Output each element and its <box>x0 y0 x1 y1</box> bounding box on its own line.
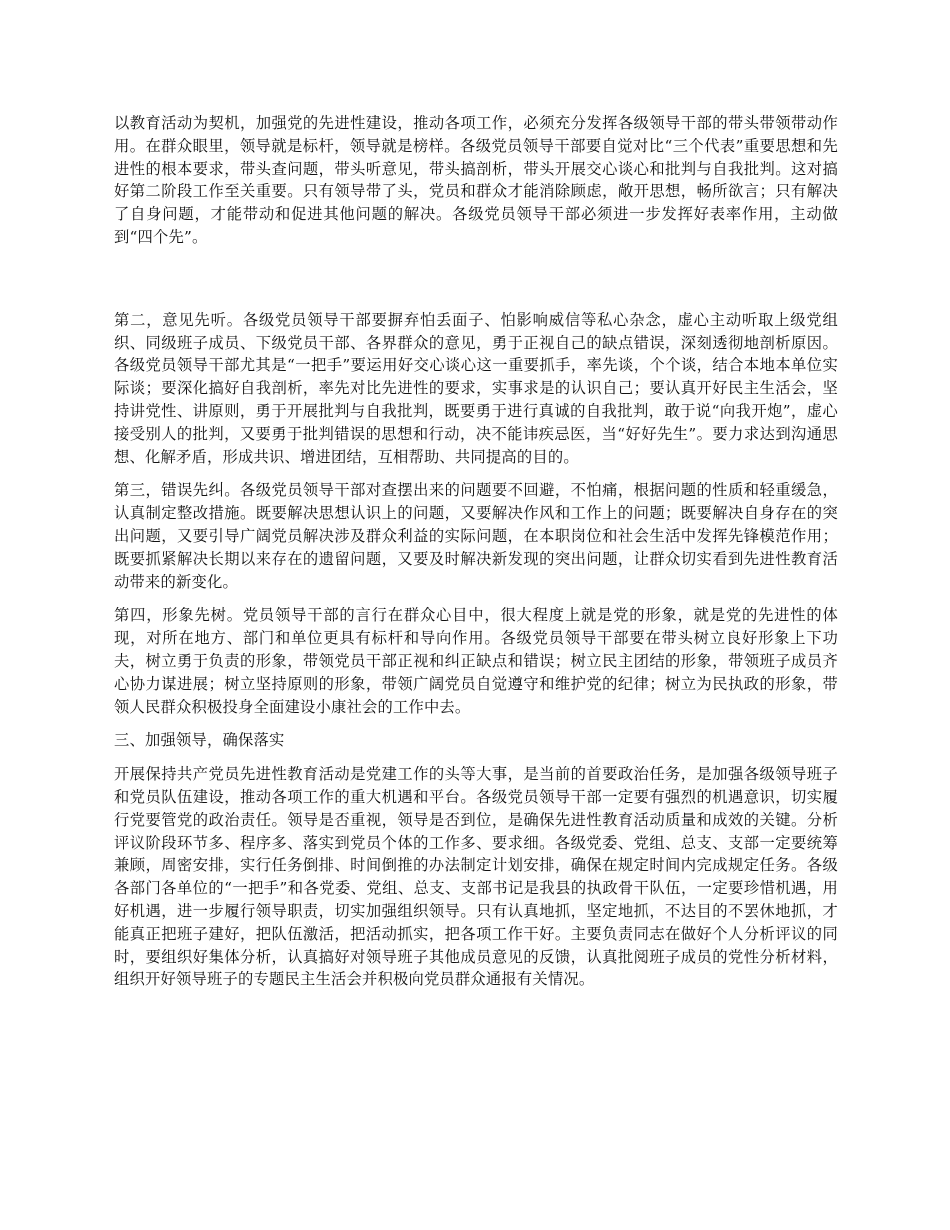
section-heading: 三、加强领导，确保落实 <box>114 731 285 750</box>
paragraph-second-listen: 第二，意见先听。各级党员领导干部要摒弃怕丢面子、怕影响威信等私心杂念，虚心主动听取上级党组织、同级班子成员、下级党员干部、各界群众的意见，勇于正视自己的缺点错误，深刻透彻地剖析原因。各级党员领导干部尤其是“一把手”要运用好交心谈心这一重要抓手，率先谈，个个谈，结合本地本单位实际谈；要深化搞好自我剖析，率先对比先进性的要求，实事求是的认识自己；要认真开好民主生活会，坚持讲党性、讲原则，勇于开展批判与自我批判，既要勇于进行真诚的自我批判，敢于说“向我开炮”，虚心接受别人的批判，又要勇于批判错误的思想和行动，决不能讳疾忌医，当“好好先生”。要力求达到沟通思想、化解矛盾，形成共识、增进团结，互相帮助、共同提高的目的。 <box>114 310 838 466</box>
paragraph-intro: 以教育活动为契机，加强党的先进性建设，推动各项工作，必须充分发挥各级领导干部的带头带领带动作用。在群众眼里，领导就是标杆，领导就是榜样。各级党员领导干部要自觉对比“三个代表”重要思想和先进性的根本要求，带头查问题，带头听意见，带头搞剖析，带头开展交心谈心和批判与自我批判。这对搞好第二阶段工作至关重要。只有领导带了头，党员和群众才能消除顾虑，敞开思想，畅所欲言；只有解决了自身问题，才能带动和促进其他问题的解决。各级党员领导干部必须进一步发挥好表率作用，主动做到“四个先”。 <box>114 114 838 246</box>
paragraph-leadership: 开展保持共产党员先进性教育活动是党建工作的头等大事，是当前的首要政治任务，是加强各级领导班子和党员队伍建设，推动各项工作的重大机遇和平台。各级党员领导干部一定要有强烈的机遇意识，切实履行党要管党的政治责任。领导是否重视，领导是否到位，是确保先进性教育活动质量和成效的关键。分析评议阶段环节多、程序多、落实到党员个体的工作多、要求细。各级党委、党组、总支、支部一定要统筹兼顾，周密安排，实行任务倒排、时间倒推的办法制定计划安排，确保在规定时间内完成规定任务。各级各部门各单位的“一把手”和各党委、党组、总支、支部书记是我县的执政骨干队伍，一定要珍惜机遇，用好机遇，进一步履行领导职责，切实加强组织领导。只有认真地抓，坚定地抓，不达目的不罢休地抓，才能真正把班子建好，把队伍激活，把活动抓实，把各项工作干好。主要负责同志在做好个人分析评议的同时，要组织好集体分析，认真搞好对领导班子其他成员意见的反馈，认真批阅班子成员的党性分析材料，组织开好领导班子的专题民主生活会并积极向党员群众通报有关情况。 <box>114 765 838 989</box>
document-body <box>114 112 838 1002</box>
paragraph-fourth-image: 第四，形象先树。党员领导干部的言行在群众心目中，很大程度上就是党的形象，就是党的先进性的体现，对所在地方、部门和单位更具有标杆和导向作用。各级党员领导干部要在带头树立良好形象上下功夫，树立勇于负责的形象，带领党员干部正视和纠正缺点和错误；树立民主团结的形象，带领班子成员齐心协力谋进展；树立坚持原则的形象，带领广阔党员自觉遵守和维护党的纪律；树立为民执政的形象，带领人民群众积极投身全面建设小康社会的工作中去。 <box>114 606 838 716</box>
paragraph-gap <box>114 271 838 309</box>
paragraph-third-correct: 第三，错误先纠。各级党员领导干部对查摆出来的问题要不回避，不怕痛，根据问题的性质和轻重缓急，认真制定整改措施。既要解决思想认识上的问题，又要解决作风和工作上的问题；既要解决自身存在的突出问题，又要引导广阔党员解决涉及群众利益的实际问题，在本职岗位和社会生活中发挥先锋模范作用；既要抓紧解决长期以来存在的遗留问题，又要及时解决新发现的突出问题，让群众切实看到先进性教育活动带来的新变化。 <box>114 481 838 591</box>
